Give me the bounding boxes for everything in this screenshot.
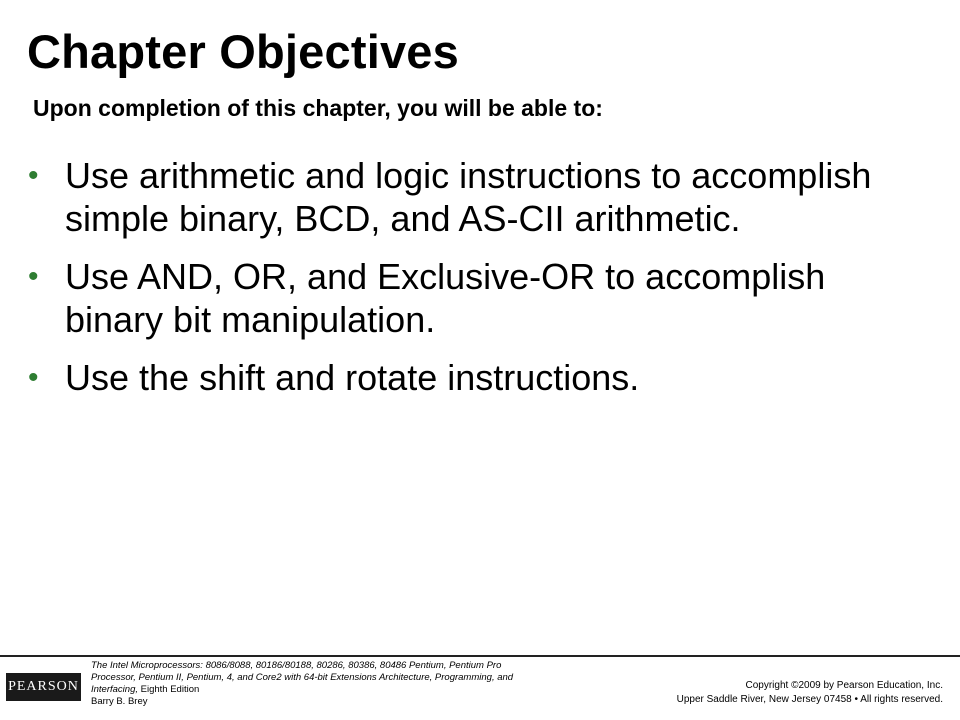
book-citation (91, 660, 531, 708)
footer-divider (0, 655, 960, 657)
book-subtitle: 8086/8088, 80186/80188, 80286, 80386, 80486 Pentium, Pentium Pro Processor, Pentium II, Pentium, 4, and Core2 with 64-bit Extensions Architecture, Programming, and Interfacing, (91, 660, 514, 695)
slide-subtitle: Upon completion of this chapter, you will be able to: (33, 95, 603, 121)
book-edition: Eighth Edition (140, 684, 200, 695)
bullet-icon: • (28, 159, 39, 192)
copyright-notice (677, 679, 943, 707)
book-author: Barry B. Brey (91, 696, 148, 707)
objective-text: Use the shift and rotate instructions. (65, 357, 640, 398)
copyright-line: Copyright ©2009 by Pearson Education, Inc. (745, 680, 943, 691)
objective-item (28, 356, 918, 399)
book-title: The Intel Microprocessors: (91, 660, 203, 671)
bullet-icon: • (28, 361, 39, 394)
pearson-logo: PEARSON (6, 673, 81, 701)
slide-title: Chapter Objectives (27, 25, 459, 78)
objective-text: Use AND, OR, and Exclusive-OR to accomplish binary bit manipulation. (65, 256, 826, 340)
objective-item (28, 154, 918, 240)
objective-text: Use arithmetic and logic instructions to accomplish simple binary, BCD, and AS-CII arithmetic. (65, 155, 872, 239)
bullet-icon: • (28, 260, 39, 293)
objective-item (28, 255, 918, 341)
rights-line: Upper Saddle River, New Jersey 07458 • All rights reserved. (676, 694, 943, 705)
objectives-list (28, 154, 918, 414)
